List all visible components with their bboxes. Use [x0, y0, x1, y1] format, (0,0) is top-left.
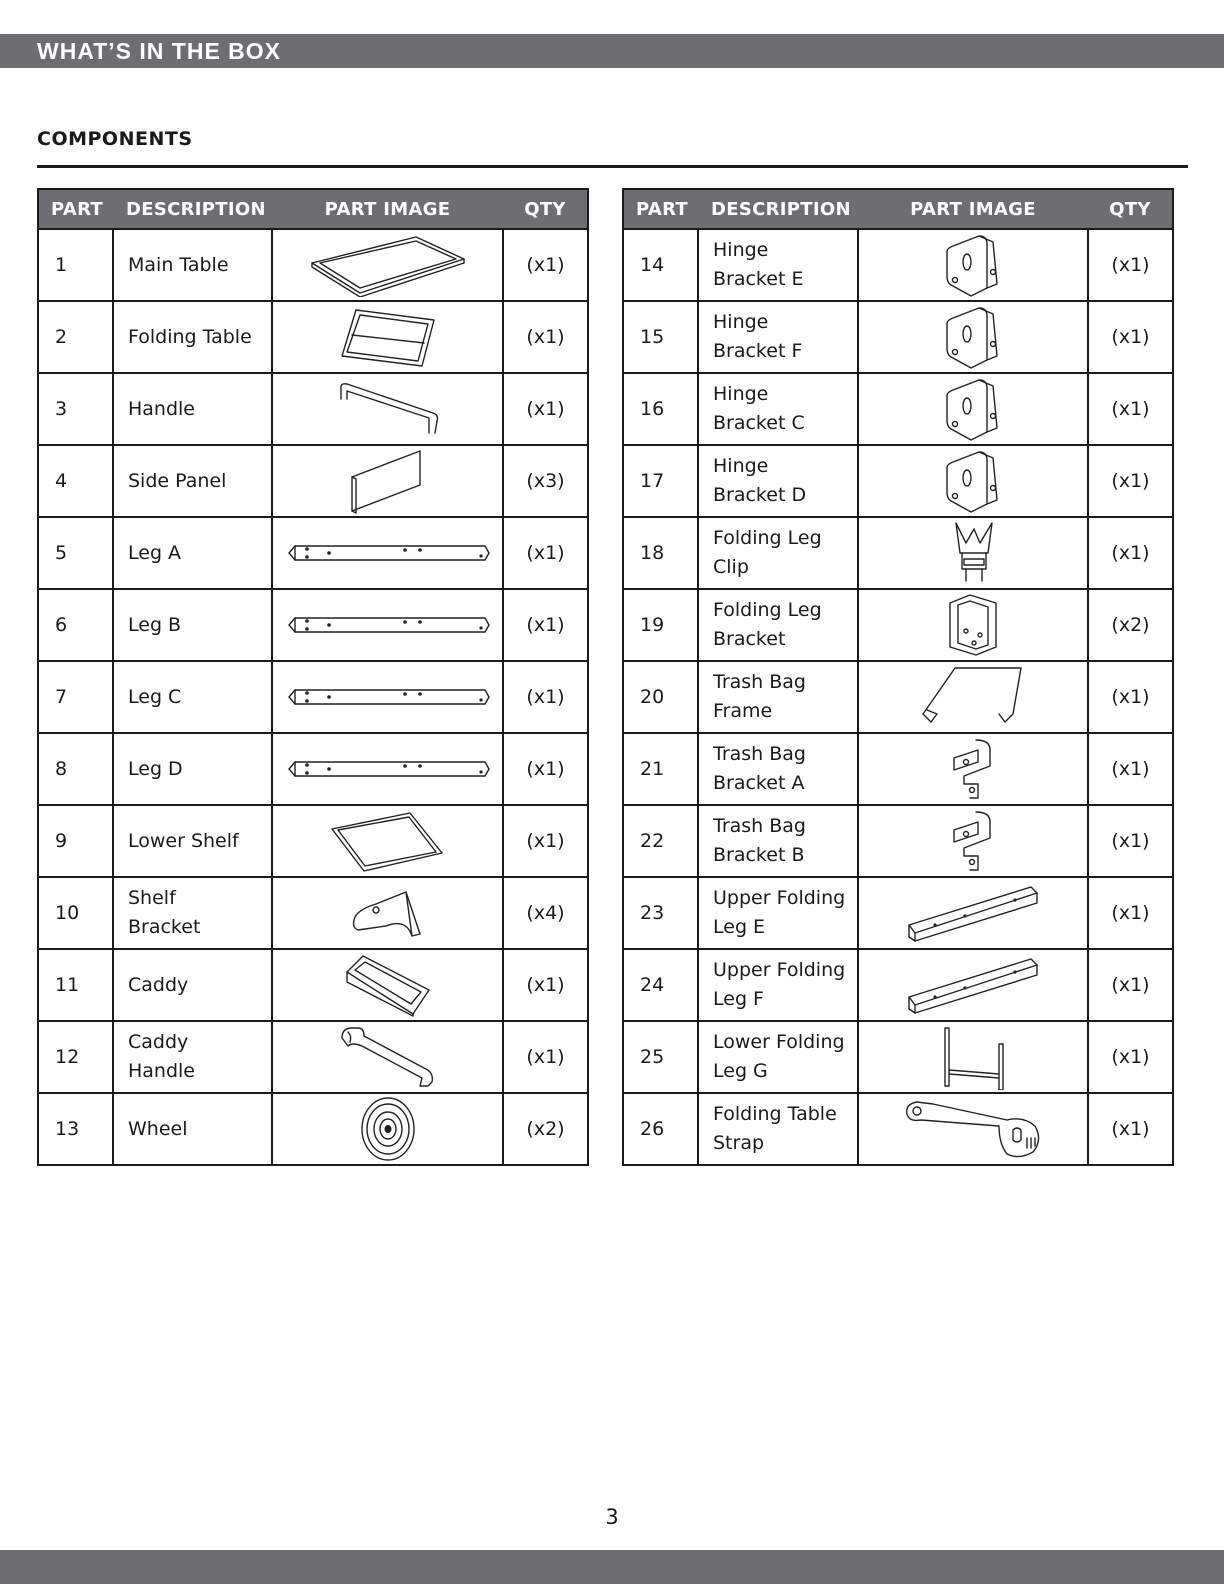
part-description	[113, 517, 272, 589]
part-number: 5	[38, 517, 113, 589]
part-number: 9	[38, 805, 113, 877]
table-row	[38, 373, 588, 445]
part-image	[858, 445, 1088, 517]
table-row	[38, 517, 588, 589]
part-image	[272, 877, 503, 949]
part-image	[272, 661, 503, 733]
page-number: 3	[605, 1505, 619, 1529]
column-header-qty: QTY	[503, 189, 588, 229]
part-qty: (x1)	[1088, 373, 1173, 445]
leg-icon	[273, 540, 502, 566]
description-line-1: Hinge	[713, 383, 769, 405]
part-number: 22	[623, 805, 698, 877]
part-description	[698, 733, 858, 805]
hinge-bracket-icon	[859, 448, 1087, 514]
description-line-1: Lower Shelf	[128, 829, 239, 852]
part-description	[113, 877, 272, 949]
description-line-2: Frame	[713, 700, 773, 722]
part-description	[698, 517, 858, 589]
leg-bracket-icon	[859, 591, 1087, 659]
table-row	[38, 733, 588, 805]
part-number: 10	[38, 877, 113, 949]
description-line-1: Folding Leg	[713, 599, 822, 621]
part-description	[698, 1021, 858, 1093]
part-image	[858, 517, 1088, 589]
leg-clip-icon	[859, 519, 1087, 587]
part-number: 12	[38, 1021, 113, 1093]
description-line-1: Leg C	[128, 685, 182, 708]
table-row	[623, 373, 1173, 445]
part-qty: (x1)	[503, 373, 588, 445]
part-qty: (x1)	[1088, 1021, 1173, 1093]
lower-shelf-icon	[273, 809, 502, 873]
part-description	[698, 1093, 858, 1165]
part-description	[113, 805, 272, 877]
description-line-1: Upper Folding	[713, 887, 846, 909]
part-image	[858, 373, 1088, 445]
handle-icon	[273, 381, 502, 437]
part-qty: (x4)	[503, 877, 588, 949]
description-line-2: Leg F	[713, 988, 764, 1010]
description-line-1: Lower Folding	[713, 1031, 845, 1053]
part-number: 3	[38, 373, 113, 445]
table-row	[38, 589, 588, 661]
part-qty: (x1)	[1088, 805, 1173, 877]
table-row	[623, 589, 1173, 661]
description-line-1: Wheel	[128, 1117, 188, 1140]
shelf-bracket-icon	[273, 886, 502, 940]
part-number: 23	[623, 877, 698, 949]
caddy-handle-icon	[273, 1024, 502, 1090]
part-number: 25	[623, 1021, 698, 1093]
table-header-row	[38, 189, 588, 229]
part-image	[858, 661, 1088, 733]
description-line-2: Bracket	[713, 628, 786, 650]
description-line-1: Trash Bag	[713, 815, 806, 837]
description-line-2: Handle	[128, 1060, 196, 1082]
part-qty: (x1)	[1088, 661, 1173, 733]
part-number: 13	[38, 1093, 113, 1165]
table-row	[38, 877, 588, 949]
part-qty: (x1)	[1088, 229, 1173, 301]
part-image	[272, 301, 503, 373]
description-line-1: Leg B	[128, 613, 182, 636]
part-number: 18	[623, 517, 698, 589]
strap-icon	[859, 1098, 1087, 1160]
part-description	[113, 229, 272, 301]
description-line-2: Bracket	[128, 916, 201, 938]
part-qty: (x1)	[503, 301, 588, 373]
part-image	[272, 445, 503, 517]
part-image	[272, 373, 503, 445]
components-table-right	[622, 188, 1174, 1166]
description-line-1: Caddy	[128, 973, 189, 996]
table-row	[38, 1021, 588, 1093]
caddy-icon	[273, 952, 502, 1018]
description-line-2: Bracket B	[713, 844, 805, 866]
part-number: 17	[623, 445, 698, 517]
description-line-2: Strap	[713, 1132, 765, 1154]
description-line-2: Clip	[713, 556, 749, 578]
part-qty: (x3)	[503, 445, 588, 517]
part-image	[858, 1093, 1088, 1165]
description-line-2: Leg G	[713, 1060, 768, 1082]
components-table-left	[37, 188, 589, 1166]
part-description	[698, 373, 858, 445]
description-line-1: Folding Table	[128, 325, 252, 348]
part-qty: (x1)	[503, 589, 588, 661]
table-row	[623, 877, 1173, 949]
part-image	[272, 949, 503, 1021]
description-line-2: Bracket D	[713, 484, 807, 506]
part-qty: (x1)	[1088, 949, 1173, 1021]
part-description	[113, 949, 272, 1021]
part-qty: (x1)	[503, 1021, 588, 1093]
table-row	[623, 517, 1173, 589]
description-line-1: Handle	[128, 397, 196, 420]
upper-folding-leg-icon	[859, 883, 1087, 943]
part-qty: (x1)	[1088, 301, 1173, 373]
part-image	[272, 1093, 503, 1165]
part-qty: (x1)	[503, 949, 588, 1021]
description-line-1: Side Panel	[128, 469, 227, 492]
description-line-1: Hinge	[713, 239, 769, 261]
part-description	[113, 733, 272, 805]
part-qty: (x1)	[503, 517, 588, 589]
column-header-part-image: PART IMAGE	[272, 189, 503, 229]
part-number: 11	[38, 949, 113, 1021]
description-line-2: Bracket C	[713, 412, 805, 434]
part-qty: (x2)	[503, 1093, 588, 1165]
part-image	[858, 1021, 1088, 1093]
part-description	[698, 877, 858, 949]
part-number: 2	[38, 301, 113, 373]
main-table-icon	[273, 233, 502, 297]
description-line-1: Leg D	[128, 757, 183, 780]
description-line-2: Bracket F	[713, 340, 803, 362]
part-number: 19	[623, 589, 698, 661]
part-image	[858, 229, 1088, 301]
description-line-1: Main Table	[128, 253, 229, 276]
part-image	[272, 1021, 503, 1093]
description-line-1: Folding Leg	[713, 527, 822, 549]
part-description	[113, 1021, 272, 1093]
part-image	[858, 733, 1088, 805]
table-row	[38, 949, 588, 1021]
section-title: COMPONENTS	[37, 128, 193, 150]
description-line-2: Bracket E	[713, 268, 804, 290]
column-header-description: DESCRIPTION	[698, 189, 858, 229]
part-qty: (x1)	[1088, 445, 1173, 517]
description-line-1: Hinge	[713, 311, 769, 333]
part-number: 6	[38, 589, 113, 661]
part-number: 21	[623, 733, 698, 805]
table-row	[623, 805, 1173, 877]
part-qty: (x1)	[1088, 1093, 1173, 1165]
header-title: WHAT’S IN THE BOX	[37, 38, 282, 64]
description-line-1: Folding Table	[713, 1103, 837, 1125]
part-qty: (x1)	[1088, 877, 1173, 949]
trash-bag-frame-icon	[859, 664, 1087, 730]
part-image	[272, 517, 503, 589]
table-row	[38, 1093, 588, 1165]
part-number: 20	[623, 661, 698, 733]
leg-icon	[273, 684, 502, 710]
column-header-part: PART	[623, 189, 698, 229]
table-row	[38, 661, 588, 733]
part-qty: (x1)	[1088, 733, 1173, 805]
part-number: 7	[38, 661, 113, 733]
part-description	[698, 589, 858, 661]
part-description	[698, 805, 858, 877]
part-image	[858, 805, 1088, 877]
section-divider	[37, 165, 1188, 168]
header-bar	[0, 34, 1224, 68]
description-line-1: Caddy	[128, 1031, 189, 1053]
part-qty: (x1)	[503, 805, 588, 877]
part-qty: (x1)	[1088, 517, 1173, 589]
part-description	[113, 373, 272, 445]
part-image	[272, 805, 503, 877]
table-row	[623, 1093, 1173, 1165]
part-description	[698, 301, 858, 373]
trash-bag-bracket-icon	[859, 736, 1087, 802]
upper-folding-leg-icon	[859, 955, 1087, 1015]
hinge-bracket-icon	[859, 376, 1087, 442]
table-row	[623, 1021, 1173, 1093]
part-description	[698, 445, 858, 517]
description-line-1: Leg A	[128, 541, 182, 564]
part-image	[272, 589, 503, 661]
part-number: 16	[623, 373, 698, 445]
description-line-2: Bracket A	[713, 772, 805, 794]
part-description	[113, 589, 272, 661]
part-image	[272, 229, 503, 301]
table-row	[38, 445, 588, 517]
part-qty: (x1)	[503, 229, 588, 301]
part-description	[113, 301, 272, 373]
part-qty: (x1)	[503, 661, 588, 733]
footer-bar	[0, 1550, 1224, 1584]
table-row	[623, 733, 1173, 805]
part-description	[698, 661, 858, 733]
table-row	[38, 229, 588, 301]
part-qty: (x2)	[1088, 589, 1173, 661]
table-row	[623, 301, 1173, 373]
part-image	[858, 877, 1088, 949]
part-number: 24	[623, 949, 698, 1021]
folding-table-icon	[273, 304, 502, 370]
part-number: 15	[623, 301, 698, 373]
part-number: 4	[38, 445, 113, 517]
part-image	[858, 301, 1088, 373]
description-line-1: Trash Bag	[713, 671, 806, 693]
trash-bag-bracket-icon	[859, 808, 1087, 874]
leg-icon	[273, 612, 502, 638]
table-row	[623, 949, 1173, 1021]
part-qty: (x1)	[503, 733, 588, 805]
description-line-2: Leg E	[713, 916, 766, 938]
part-image	[272, 733, 503, 805]
part-number: 8	[38, 733, 113, 805]
part-description	[113, 661, 272, 733]
column-header-qty: QTY	[1088, 189, 1173, 229]
column-header-part-image: PART IMAGE	[858, 189, 1088, 229]
description-line-1: Upper Folding	[713, 959, 846, 981]
description-line-1: Trash Bag	[713, 743, 806, 765]
description-line-1: Shelf	[128, 887, 176, 909]
column-header-part: PART	[38, 189, 113, 229]
part-number: 14	[623, 229, 698, 301]
part-description	[698, 949, 858, 1021]
leg-icon	[273, 756, 502, 782]
table-row	[623, 445, 1173, 517]
part-image	[858, 949, 1088, 1021]
side-panel-icon	[273, 447, 502, 515]
table-row	[38, 805, 588, 877]
description-line-1: Hinge	[713, 455, 769, 477]
table-row	[623, 661, 1173, 733]
table-row	[38, 301, 588, 373]
wheel-icon	[273, 1096, 502, 1162]
table-header-row	[623, 189, 1173, 229]
part-number: 1	[38, 229, 113, 301]
hinge-bracket-icon	[859, 232, 1087, 298]
lower-folding-leg-icon	[859, 1024, 1087, 1090]
hinge-bracket-icon	[859, 304, 1087, 370]
part-description	[113, 445, 272, 517]
part-image	[858, 589, 1088, 661]
table-row	[623, 229, 1173, 301]
part-description	[113, 1093, 272, 1165]
column-header-description: DESCRIPTION	[113, 189, 272, 229]
part-description	[698, 229, 858, 301]
part-number: 26	[623, 1093, 698, 1165]
